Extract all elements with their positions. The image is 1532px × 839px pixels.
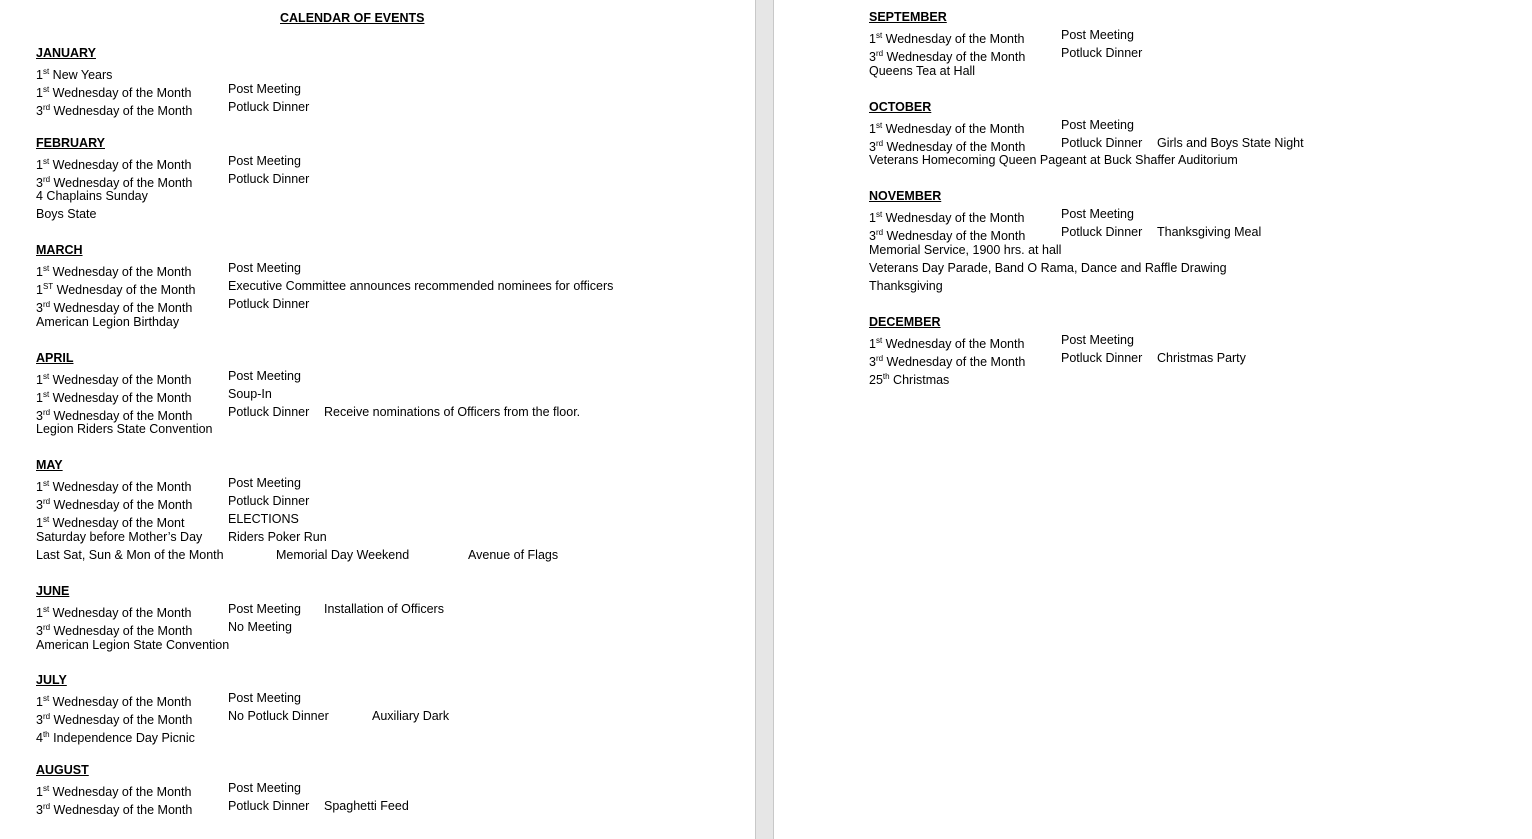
event-when-text: Wednesday of the Month [49, 265, 192, 280]
event-when-text: Wednesday of the Month [49, 157, 192, 172]
event-when-text: Wednesday of the Month [50, 175, 193, 190]
event-description: Post Meeting [228, 601, 301, 616]
event-note: Installation of Officers [324, 601, 444, 616]
event-row [36, 63, 113, 82]
event-description: Post Meeting [1061, 332, 1134, 347]
event-when-text: American Legion Birthday [36, 314, 180, 329]
event-when-text: Wednesday of the Month [883, 139, 1026, 154]
event-row [869, 45, 1143, 64]
event-when [36, 99, 192, 121]
event-when-text: Wednesday of the Month [53, 283, 196, 298]
event-when [36, 188, 148, 206]
ordinal-suffix: st [875, 335, 883, 345]
ordinal-number: 1 [36, 85, 43, 100]
ordinal-suffix: rd [42, 802, 51, 812]
month-heading: NOVEMBER [869, 189, 942, 204]
event-row [36, 260, 301, 280]
event-row [869, 368, 950, 387]
event-row [869, 224, 1262, 244]
event-row [869, 350, 1246, 369]
event-when [36, 206, 96, 224]
ordinal-number: 3 [36, 301, 43, 316]
event-when-text: Wednesday of the Month [50, 408, 193, 423]
event-when-text: Wednesday of the Month [883, 229, 1026, 244]
ordinal-suffix: th [882, 371, 890, 381]
event-description: Post Meeting [228, 781, 301, 796]
event-row [36, 386, 272, 405]
event-when-text: Wednesday of the Month [50, 498, 193, 513]
event-note: Christmas Party [1157, 350, 1246, 365]
event-description: Potluck Dinner [228, 404, 310, 419]
event-when-text: Legion Riders State Convention [36, 422, 213, 437]
ordinal-suffix: rd [42, 497, 51, 507]
event-note: Spaghetti Feed [324, 799, 409, 814]
event-when [869, 368, 949, 390]
event-note: Receive nominations of Officers from the floor. [324, 404, 581, 419]
event-when-text: Wednesday of the Month [50, 301, 193, 316]
event-row [36, 511, 299, 531]
event-when-text: Memorial Service, 1900 hrs. at hall [869, 243, 1062, 258]
event-when [36, 421, 213, 439]
event-description: No Potluck Dinner [228, 709, 329, 724]
event-row [36, 780, 301, 800]
event-row [869, 63, 976, 81]
event-description: Post Meeting [228, 261, 301, 276]
event-when-text: Wednesday of the Month [882, 32, 1025, 46]
ordinal-number: 1 [36, 68, 43, 82]
ordinal-number: 1 [36, 785, 43, 800]
document-page-right [774, 0, 1532, 839]
event-row [869, 206, 1134, 226]
ordinal-number: 1 [869, 211, 876, 226]
month-heading: DECEMBER [869, 314, 941, 329]
calendar-column-right [869, 9, 1304, 403]
event-description: Potluck Dinner [228, 494, 310, 509]
ordinal-suffix: rd [42, 300, 51, 310]
event-when [36, 637, 229, 655]
ordinal-number: 3 [36, 408, 43, 423]
ordinal-number: 1 [869, 336, 876, 351]
month-heading: APRIL [36, 350, 74, 365]
ordinal-number: 25 [869, 372, 883, 387]
event-description: Potluck Dinner [228, 799, 310, 814]
event-when-text: Thanksgiving [869, 278, 943, 293]
ordinal-suffix: rd [875, 138, 884, 148]
month-section [36, 242, 614, 332]
event-description: Executive Committee announces recommended nominees for officers [228, 279, 614, 294]
event-row [36, 81, 301, 100]
ordinal-suffix: st [42, 515, 50, 525]
event-when [36, 726, 195, 748]
ordinal-number: 3 [869, 354, 876, 369]
ordinal-number: 3 [36, 498, 43, 513]
ordinal-number: 4 [36, 731, 43, 746]
event-row [36, 547, 559, 565]
event-when [869, 242, 1061, 260]
document-page-left [0, 0, 755, 839]
ordinal-number: 1 [36, 605, 43, 620]
ordinal-number: 1 [36, 372, 43, 387]
event-description: Post Meeting [228, 81, 301, 96]
ordinal-number: 3 [869, 139, 876, 154]
event-description: Post Meeting [1061, 28, 1134, 42]
ordinal-number: 1 [36, 283, 43, 298]
ordinal-suffix: st [42, 604, 50, 614]
event-note: Auxiliary Dark [372, 709, 450, 724]
ordinal-number: 3 [869, 229, 876, 244]
event-when-text: Wednesday of the Mont [49, 516, 185, 531]
event-row [36, 206, 105, 224]
event-when-text: Wednesday of the Month [49, 785, 192, 800]
ordinal-number: 1 [36, 516, 43, 531]
event-note: Girls and Boys State Night [1157, 135, 1304, 150]
ordinal-suffix: st [875, 210, 883, 220]
event-row [36, 421, 213, 439]
ordinal-suffix: ST [42, 282, 54, 292]
ordinal-suffix: rd [42, 174, 51, 184]
month-heading: FEBRUARY [36, 135, 105, 150]
calendar-column-left [36, 45, 614, 834]
ordinal-suffix: th [42, 730, 50, 740]
ordinal-number: 3 [36, 175, 43, 190]
event-when-text: Independence Day Picnic [49, 731, 195, 746]
ordinal-suffix: rd [875, 48, 884, 58]
ordinal-number: 1 [36, 390, 43, 405]
ordinal-suffix: st [875, 120, 883, 130]
event-row [36, 171, 310, 190]
event-description: Post Meeting [228, 368, 301, 383]
event-description: Potluck Dinner [228, 99, 310, 114]
event-row [869, 117, 1134, 136]
month-heading: JULY [36, 673, 67, 688]
event-when-text: Saturday before Mother’s Day [36, 530, 203, 545]
event-when-text: Wednesday of the Month [883, 49, 1026, 64]
ordinal-number: 3 [36, 103, 43, 118]
event-when-text: 4 Chaplains Sunday [36, 189, 148, 204]
event-description: Soup-In [228, 386, 272, 401]
event-row [869, 260, 1227, 278]
ordinal-suffix: st [875, 31, 883, 40]
event-when-text: Veterans Homecoming Queen Pageant at Buck Shaffer Auditorium [869, 153, 1238, 168]
event-when-text: Wednesday of the Month [49, 390, 192, 405]
event-row [36, 153, 301, 172]
month-section [36, 135, 310, 225]
ordinal-suffix: st [42, 389, 50, 399]
event-when-text: New Years [49, 68, 113, 82]
month-section [36, 350, 581, 440]
ordinal-suffix: rd [42, 102, 51, 112]
event-when-text: Wednesday of the Month [882, 336, 1025, 351]
event-when-text: Wednesday of the Month [50, 623, 193, 638]
event-description: Post Meeting [1061, 207, 1134, 222]
event-when-text: Wednesday of the Month [49, 85, 192, 100]
event-row [869, 278, 947, 296]
event-description: Post Meeting [228, 476, 301, 491]
month-heading: OCTOBER [869, 99, 932, 114]
event-row [36, 278, 614, 298]
event-row [36, 708, 450, 728]
ordinal-suffix: st [42, 784, 50, 794]
ordinal-number: 1 [36, 157, 43, 172]
event-row [36, 637, 230, 655]
event-description: Potluck Dinner [1061, 45, 1143, 60]
event-row [36, 690, 301, 710]
event-row [36, 404, 581, 423]
month-section [36, 672, 450, 746]
event-when [869, 63, 975, 81]
event-when-text: Wednesday of the Month [49, 695, 192, 710]
event-when-text: Wednesday of the Month [49, 605, 192, 620]
event-description: No Meeting [228, 619, 292, 634]
event-description: Potluck Dinner [1061, 135, 1143, 150]
month-heading: JUNE [36, 583, 70, 598]
event-row [36, 99, 310, 118]
event-row [36, 601, 444, 620]
ordinal-number: 1 [36, 480, 43, 495]
ordinal-suffix: rd [875, 353, 884, 363]
event-row [869, 135, 1304, 154]
month-heading: MARCH [36, 243, 83, 258]
month-section [869, 188, 1262, 295]
event-description: Memorial Day Weekend [276, 547, 410, 562]
event-when-text: Wednesday of the Month [50, 803, 193, 818]
event-when-text: Wednesday of the Month [49, 480, 192, 495]
event-when-text: Wednesday of the Month [882, 121, 1025, 136]
event-row [36, 619, 292, 638]
ordinal-suffix: st [42, 84, 50, 94]
event-row [36, 188, 148, 206]
ordinal-number: 1 [36, 265, 43, 280]
month-heading: JANUARY [36, 46, 96, 60]
month-section [36, 457, 559, 564]
event-when [869, 278, 943, 296]
ordinal-number: 3 [36, 803, 43, 818]
event-description: Potluck Dinner [1061, 350, 1143, 365]
ordinal-number: 3 [36, 623, 43, 638]
month-section [869, 99, 1304, 171]
ordinal-number: 1 [36, 695, 43, 710]
event-when-text: Last Sat, Sun & Mon of the Month [36, 547, 224, 562]
event-when-text: Wednesday of the Month [50, 713, 193, 728]
month-heading: MAY [36, 458, 63, 473]
event-when [36, 547, 224, 565]
ordinal-suffix: rd [42, 407, 51, 417]
ordinal-number: 3 [869, 49, 876, 64]
event-description: Post Meeting [1061, 117, 1134, 132]
ordinal-number: 3 [36, 713, 43, 728]
event-row [869, 242, 1062, 260]
month-heading: AUGUST [36, 763, 89, 778]
month-section [36, 45, 310, 118]
event-when-text: Wednesday of the Month [49, 372, 192, 387]
month-section [36, 762, 409, 818]
event-note: Thanksgiving Meal [1157, 225, 1262, 240]
event-when-text: Queens Tea at Hall [869, 63, 976, 78]
page-gutter [755, 0, 774, 839]
ordinal-suffix: st [42, 694, 50, 704]
event-row [36, 475, 301, 495]
ordinal-number: 1 [869, 32, 876, 46]
event-description: Post Meeting [228, 691, 301, 706]
page-title: CALENDAR OF EVENTS [280, 11, 425, 25]
ordinal-suffix: rd [875, 228, 884, 238]
event-description: Potluck Dinner [1061, 225, 1143, 240]
event-when [36, 314, 179, 332]
event-row [36, 296, 310, 316]
event-when [869, 260, 1227, 278]
month-section [869, 314, 1246, 387]
ordinal-suffix: st [42, 67, 50, 76]
event-description: Post Meeting [228, 153, 301, 168]
ordinal-number: 1 [869, 121, 876, 136]
ordinal-suffix: st [42, 156, 50, 166]
event-description: Potluck Dinner [228, 171, 310, 186]
ordinal-suffix: rd [42, 622, 51, 632]
event-when [36, 529, 202, 547]
ordinal-suffix: st [42, 371, 50, 381]
event-row [36, 493, 310, 513]
ordinal-suffix: st [42, 264, 50, 274]
month-heading: SEPTEMBER [869, 10, 947, 24]
event-row [36, 798, 409, 818]
ordinal-suffix: st [42, 479, 50, 489]
event-when-text: Wednesday of the Month [883, 354, 1026, 369]
event-row [36, 314, 180, 332]
event-row [36, 368, 301, 387]
month-section [869, 9, 1143, 81]
month-section [36, 583, 444, 655]
event-row [36, 726, 195, 746]
event-description: ELECTIONS [228, 512, 299, 527]
ordinal-suffix: rd [42, 712, 51, 722]
event-row [869, 27, 1134, 46]
event-when-text: American Legion State Convention [36, 637, 230, 652]
event-row [869, 332, 1134, 351]
event-when-text: Boys State [36, 207, 97, 222]
event-when-text: Veterans Day Parade, Band O Rama, Dance and Raffle Drawing [869, 261, 1227, 276]
event-description: Riders Poker Run [228, 530, 327, 545]
event-row [869, 152, 1238, 170]
event-note: Avenue of Flags [468, 547, 559, 562]
event-when [869, 152, 1238, 170]
event-when-text: Wednesday of the Month [882, 211, 1025, 226]
event-when [36, 798, 192, 820]
event-description: Potluck Dinner [228, 297, 310, 312]
event-when-text: Christmas [889, 372, 950, 387]
event-when-text: Wednesday of the Month [50, 103, 193, 118]
event-row [36, 529, 327, 547]
